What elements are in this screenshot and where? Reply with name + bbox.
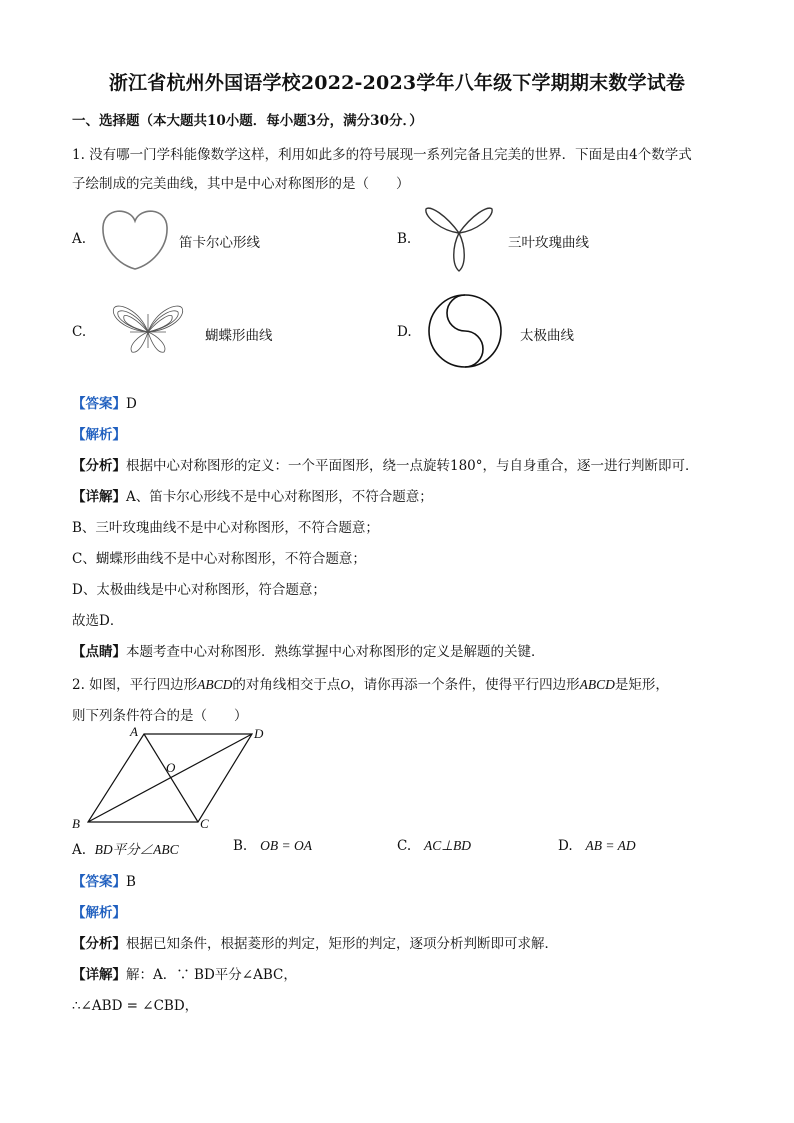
- q2-analysis-heading: [72, 901, 126, 921]
- fenxi-tag: 【分析】: [72, 458, 126, 474]
- q1-answer-line: [72, 392, 137, 412]
- q2-stem-part: 2. 如图，平行四边形: [72, 677, 198, 693]
- q2-option-c-letter: C.: [397, 838, 412, 854]
- butterfly-curve-figure: [110, 300, 186, 360]
- q2-xiangjie-2: ∴∠ABD = ∠CBD，: [72, 998, 199, 1014]
- q2-option-c: [397, 838, 471, 854]
- q1-dianjing-line: [72, 640, 545, 660]
- diagonal-bd: [88, 734, 252, 822]
- vertex-label-c: C: [200, 816, 209, 831]
- vertex-label-b: B: [72, 816, 80, 831]
- vertex-label-d: D: [254, 726, 264, 741]
- q2-answer-value: B: [126, 874, 136, 890]
- q1-xiangjie-d: D、太极曲线是中心对称图形，符合题意；: [72, 582, 326, 598]
- answer-tag: 【答案】: [72, 396, 126, 412]
- q1-option-b-name: 三叶玫瑰曲线: [508, 235, 589, 251]
- vertex-label-o: O: [166, 760, 176, 775]
- cardioid-curve-figure: [100, 205, 170, 273]
- q1-answer-value: D: [126, 396, 137, 412]
- q2-stem-abcd: ABCD: [579, 677, 615, 692]
- q2-option-a-letter: A.: [72, 842, 87, 858]
- q2-option-b-text: OB = OA: [260, 838, 312, 853]
- q2-stem-line1: [72, 673, 669, 693]
- xiangjie-tag: 【详解】: [72, 489, 126, 505]
- q1-option-d-name: 太极曲线: [520, 328, 574, 344]
- q2-option-d: [558, 838, 636, 854]
- parallelogram-figure: [68, 724, 268, 832]
- section-heading: 一、选择题（本大题共10小题．每小题3分，满分30分．）: [72, 113, 423, 129]
- q2-stem-abcd: ABCD: [197, 677, 233, 692]
- q1-option-d-letter: D.: [397, 324, 412, 340]
- q2-stem-part: 的对角线相交于点: [232, 677, 341, 693]
- fenxi-tag: 【分析】: [72, 936, 126, 952]
- q1-xiangjie-c: C、蝴蝶形曲线不是中心对称图形，不符合题意；: [72, 551, 366, 567]
- q2-xiangjie-1: 解：A．∵ BD平分∠ABC，: [126, 967, 297, 983]
- q2-option-d-text: AB = AD: [585, 838, 636, 853]
- q1-xiangjie-a: A、笛卡尔心形线不是中心对称图形，不符合题意；: [126, 489, 433, 505]
- q1-fenxi-line: [72, 454, 699, 474]
- analysis-tag: 【解析】: [72, 905, 126, 921]
- q2-option-d-letter: D.: [558, 838, 573, 854]
- q2-xiangjie-line: [72, 963, 297, 983]
- q1-xiangjie-b: B、三叶玫瑰曲线不是中心对称图形，不符合题意；: [72, 520, 379, 536]
- q1-option-a-name: 笛卡尔心形线: [179, 235, 260, 251]
- q1-dianjing-text: 本题考查中心对称图形．熟练掌握中心对称图形的定义是解题的关键．: [126, 644, 545, 660]
- exam-title: 浙江省杭州外国语学校2022-2023学年八年级下学期期末数学试卷: [108, 72, 686, 94]
- q2-option-b-letter: B.: [233, 838, 248, 854]
- dianjing-tag: 【点睛】: [72, 644, 126, 660]
- q1-option-b-letter: B.: [397, 231, 412, 247]
- q1-analysis-heading: [72, 423, 126, 443]
- vertex-label-a: A: [130, 724, 138, 739]
- q1-conclusion: 故选D．: [72, 613, 124, 629]
- q2-stem-o: O: [340, 677, 351, 692]
- q2-option-a: [72, 838, 179, 858]
- xiangjie-tag: 【详解】: [72, 967, 126, 983]
- q1-stem-line1: 1. 没有哪一门学科能像数学这样，利用如此多的符号展现一系列完备且完美的世界．下面是由4个数学式: [72, 147, 692, 163]
- q2-stem-part: ，请你再添一个条件，使得平行四边形: [350, 677, 580, 693]
- three-leaf-rose-figure: [424, 205, 494, 273]
- q1-option-c-letter: C.: [72, 324, 87, 340]
- q2-option-c-text: AC⊥BD: [424, 838, 472, 853]
- analysis-tag: 【解析】: [72, 427, 126, 443]
- q2-stem-line2: 则下列条件符合的是（ ）: [72, 708, 248, 724]
- q1-stem-line2: 子绘制成的完美曲线，其中是中心对称图形的是（ ）: [72, 176, 410, 192]
- q1-option-a-letter: A.: [72, 231, 87, 247]
- q2-fenxi-text: 根据已知条件，根据菱形的判定，矩形的判定，逐项分析判断即可求解．: [126, 936, 558, 952]
- q1-xiangjie-line: [72, 485, 433, 505]
- q2-fenxi-line: [72, 932, 558, 952]
- q1-option-c-name: 蝴蝶形曲线: [205, 328, 273, 344]
- taiji-curve-figure: [427, 293, 503, 369]
- answer-tag: 【答案】: [72, 874, 126, 890]
- q2-option-a-text: BD平分∠ABC: [94, 842, 179, 857]
- q2-answer-line: [72, 870, 136, 890]
- q1-fenxi-text: 根据中心对称图形的定义：一个平面图形，绕一点旋转180°，与自身重合，逐一进行判断即可．: [126, 458, 699, 474]
- q2-stem-part: 是矩形，: [614, 677, 669, 693]
- q2-option-b: [233, 838, 312, 854]
